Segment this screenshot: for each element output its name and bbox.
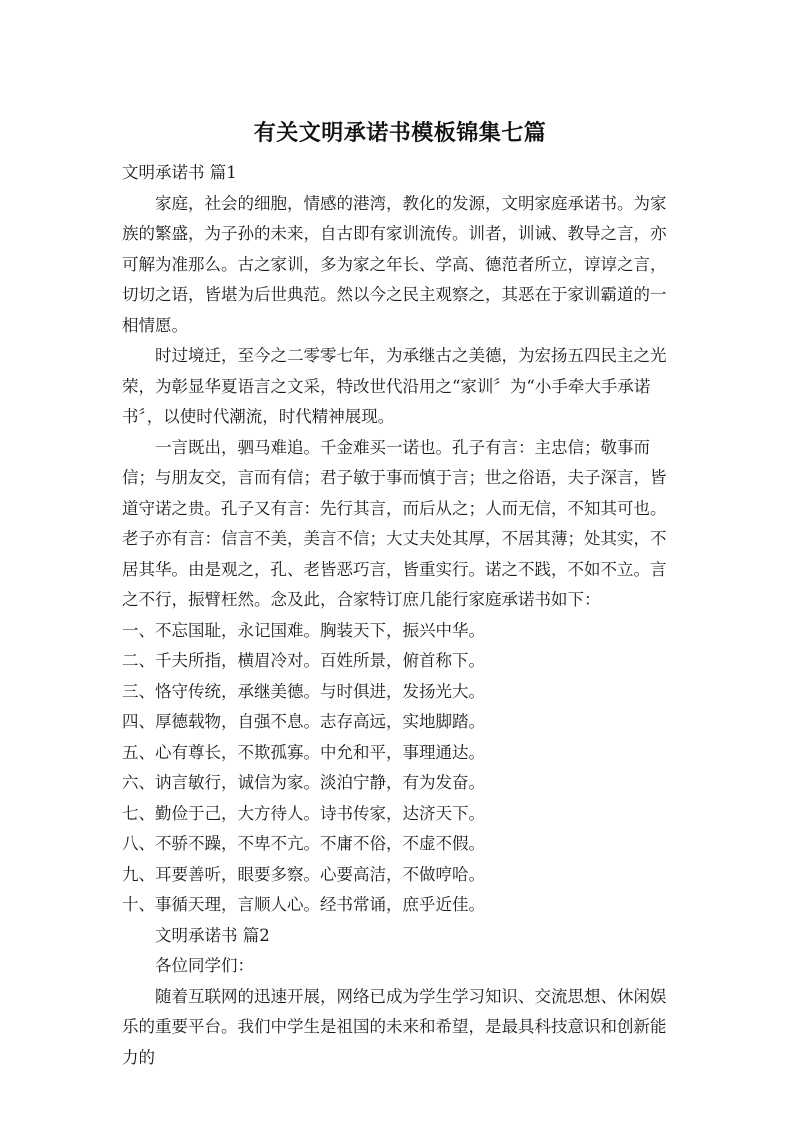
list-item: 五、心有尊长，不欺孤寡。中允和平，事理通达。	[122, 742, 485, 762]
document-body	[122, 158, 676, 1073]
list-item: 三、恪守传统，承继美德。与时俱进，发扬光大。	[122, 681, 485, 701]
paragraph: 时过境迁，至今之二零零七年，为承继古之美德，为宏扬五四民主之光荣，为彰显华夏语言之文采，特改世代沿用之“家训〞为“小手牵大手承诺书〞，以使时代潮流，时代精神展现。	[122, 346, 667, 426]
greeting: 各位同学们：	[155, 956, 254, 975]
list-item: 九、耳要善听，眼要多察。心要高洁，不做哼哈。	[122, 864, 485, 884]
paragraph: 一言既出，驷马难追。千金难买一诺也。孔子有言：主忠信；敬事而信；与朋友交，言而有信；君子敏于事而慎于言；世之俗语，夫子深言，皆道守诺之贵。孔子又有言：先行其言，而后从之；人而无信，不知其可也。老子亦有言：信言不美，美言不信；大丈夫处其厚，不居其薄；处其实，不居其华。由是观之，孔、老皆恶巧言，皆重实行。诺之不践，不如不立。言之不行，振臂枉然。念及此，合家特订庶几能行家庭承诺书如下：	[122, 437, 667, 609]
list-item: 一、不忘国耻，永记国难。胸装天下，振兴中华。	[122, 620, 485, 640]
list-item: 二、千夫所指，横眉冷对。百姓所景，俯首称下。	[122, 651, 485, 670]
paragraph: 家庭，社会的细胞，情感的港湾，教化的发源，文明家庭承诺书。为家族的繁盛，为子孙的未来，自古即有家训流传。训者，训诫、教导之言，亦可解为准那么。古之家训，多为家之年长、学高、德范者所立，谆谆之言，切切之语，皆堪为后世典范。然以今之民主观察之，其恶在于家训霸道的一相情愿。	[122, 193, 667, 335]
list-item: 四、厚德载物，自强不息。志存高远，实地脚踏。	[122, 712, 485, 731]
list-item: 十、事循天理，言顺人心。经书常诵，庶乎近佳。	[122, 895, 485, 914]
section-heading: 文明承诺书 篇2	[155, 925, 270, 945]
list-item: 六、讷言敏行，诚信为家。淡泊宁静，有为发奋。	[122, 773, 485, 792]
paragraph: 随着互联网的迅速开展，网络已成为学生学习知识、交流思想、休闲娱乐的重要平台。我们中学生是祖国的未来和希望，是最具科技意识和创新能力的	[122, 986, 667, 1067]
document-title: 有关文明承诺书模板锦集七篇	[253, 121, 547, 146]
list-item: 八、不骄不躁，不卑不亢。不庸不俗，不虚不假。	[122, 834, 485, 853]
section-heading: 文明承诺书 篇1	[122, 163, 237, 182]
list-item: 七、勤俭于己，大方待人。诗书传家，达济天下。	[122, 803, 485, 823]
